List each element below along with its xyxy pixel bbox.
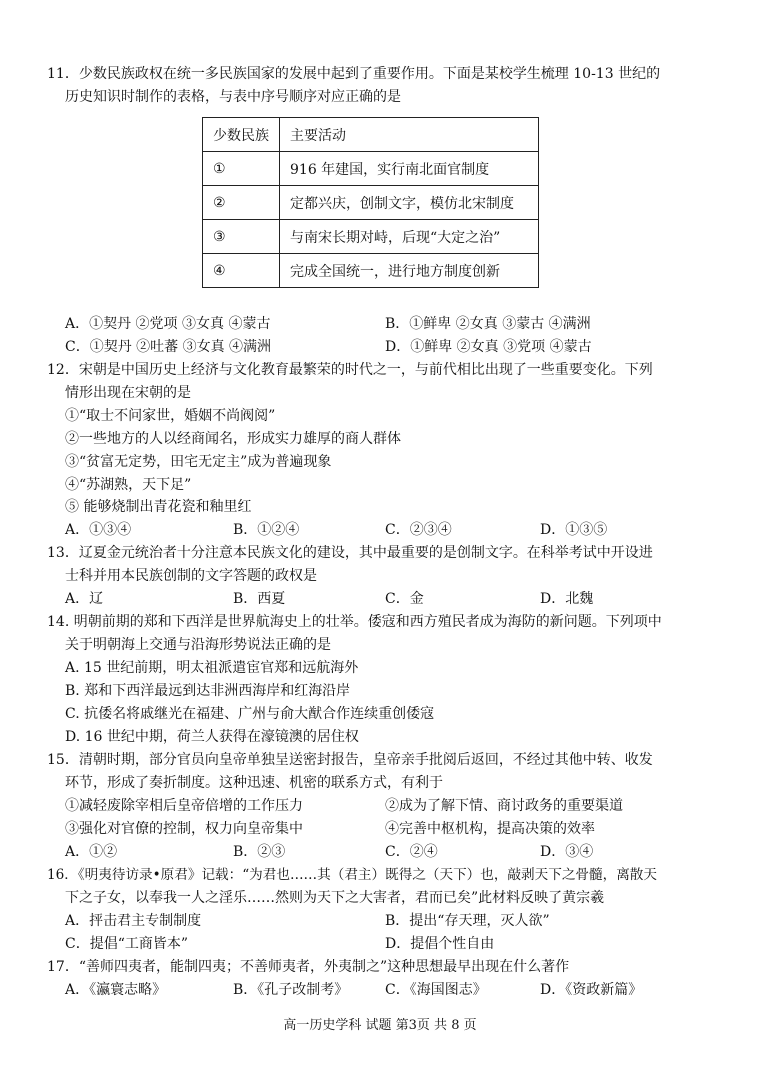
q13-stem-line1: 13．辽夏金元统治者十分注意本民族文化的建设，其中最重要的是创制文字。在科举考试中开设进 (47, 545, 653, 561)
q11-stem-line1: 11．少数民族政权在统一多民族国家的发展中起到了重要作用。下面是某校学生梳理 10-13 世纪的 (47, 66, 661, 82)
q14-stem-line2: 关于明朝海上交通与沿海形势说法正确的是 (65, 637, 331, 653)
q15-option-b: B．②③ (233, 844, 286, 860)
q13-stem-line2: 士科并用本民族创制的文字答题的政权是 (65, 568, 317, 584)
page-footer: 高一历史学科 试题 第3页 共 8 页 (283, 1018, 477, 1033)
q15-item-3: ③强化对官僚的控制，权力向皇帝集中 (65, 821, 303, 837)
q14-option-c: C. 抗倭名将戚继光在福建、广州与俞大猷合作连续重创倭寇 (65, 706, 435, 722)
table-cell: 定都兴庆，创制文字，模仿北宋制度 (280, 186, 539, 220)
q14-option-a: A. 15 世纪前期，明太祖派遣宦官郑和远航海外 (65, 660, 359, 676)
q16-option-b: B．提出“存天理，灭人欲” (385, 913, 550, 929)
q13-option-d: D．北魏 (540, 591, 594, 607)
q14-option-d: D. 16 世纪中期，荷兰人获得在濠镜澳的居住权 (65, 729, 359, 745)
q12-option-c: C．②③④ (385, 522, 452, 538)
q16-stem-line2: 下之子女，以奉我一人之淫乐……然则为天下之大害者，君而已矣”此材料反映了黄宗羲 (65, 890, 605, 906)
table-row (203, 254, 539, 288)
q11-option-b: B．①鲜卑 ②女真 ③蒙古 ④满洲 (385, 316, 591, 332)
table-header-cell: 少数民族 (203, 118, 280, 152)
q13-option-c: C．金 (385, 591, 424, 607)
q12-option-b: B．①②④ (233, 522, 300, 538)
q14-option-b: B. 郑和下西洋最远到达非洲西海岸和红海沿岸 (65, 683, 351, 699)
table-header-row (203, 118, 539, 152)
q11-option-d: D．①鲜卑 ②女真 ③党项 ④蒙古 (385, 339, 592, 355)
q17-option-c: C．《海国图志》 (385, 982, 487, 998)
q17-stem-line1: 17．“善师四夷者，能制四夷；不善师夷者，外夷制之”这种思想最早出现在什么著作 (47, 959, 570, 975)
q12-item-5: ⑤ 能够烧制出青花瓷和釉里红 (65, 499, 252, 515)
q15-stem-line1: 15．清朝时期，部分官员向皇帝单独呈送密封报告，皇帝亲手批阅后返回，不经过其他中转、收发 (47, 752, 653, 768)
q15-option-a: A．①② (65, 844, 118, 860)
q12-stem-line1: 12．宋朝是中国历史上经济与文化教育最繁荣的时代之一，与前代相比出现了一些重要变化。下列 (47, 362, 653, 378)
q15-stem-line2: 环节，形成了奏折制度。这种迅速、机密的联系方式，有利于 (65, 775, 443, 791)
q11-table (202, 117, 539, 288)
table-cell: ④ (203, 254, 280, 288)
q15-item-2: ②成为了解下情、商讨政务的重要渠道 (385, 798, 623, 814)
q16-option-d: D．提倡个性自由 (385, 936, 495, 952)
q16-option-a: A．抨击君主专制制度 (65, 913, 202, 929)
table-row (203, 152, 539, 186)
q12-option-a: A．①③④ (65, 522, 132, 538)
q15-option-c: C．②④ (385, 844, 438, 860)
q17-option-d: D．《资政新篇》 (540, 982, 643, 998)
table-cell: ③ (203, 220, 280, 254)
q15-option-d: D．③④ (540, 844, 594, 860)
q12-option-d: D．①③⑤ (540, 522, 608, 538)
q12-stem-line2: 情形出现在宋朝的是 (65, 385, 191, 401)
table-row (203, 186, 539, 220)
q11-stem-line2: 历史知识时制作的表格，与表中序号顺序对应正确的是 (65, 89, 401, 105)
q16-option-c: C．提倡“工商皆本” (65, 936, 189, 952)
table-cell: 916 年建国，实行南北面官制度 (280, 152, 539, 186)
table-cell: 与南宋长期对峙，后现“大定之治” (280, 220, 539, 254)
q15-item-1: ①减轻废除宰相后皇帝倍增的工作压力 (65, 798, 303, 814)
q12-item-2: ②一些地方的人以经商闻名，形成实力雄厚的商人群体 (65, 431, 401, 447)
q12-item-3: ③“贫富无定势，田宅无定主”成为普遍现象 (65, 454, 332, 470)
q17-option-a: A．《瀛寰志略》 (65, 982, 167, 998)
q14-stem-line1: 14. 明朝前期的郑和下西洋是世界航海史上的壮举。倭寇和西方殖民者成为海防的新问题。下列项中 (47, 614, 662, 630)
q11-option-c: C．①契丹 ②吐蕃 ③女真 ④满洲 (65, 339, 272, 355)
q13-option-b: B．西夏 (233, 591, 286, 607)
table-cell: 完成全国统一，进行地方制度创新 (280, 254, 539, 288)
q11-option-a: A．①契丹 ②党项 ③女真 ④蒙古 (65, 316, 271, 332)
table-cell: ② (203, 186, 280, 220)
q12-item-1: ①“取士不问家世，婚姻不尚阀阅” (65, 408, 276, 424)
table-row (203, 220, 539, 254)
q13-option-a: A．辽 (65, 591, 104, 607)
q15-item-4: ④完善中枢机构，提高决策的效率 (385, 821, 595, 837)
table-header-cell: 主要活动 (280, 118, 539, 152)
table-cell: ① (203, 152, 280, 186)
q17-option-b: B．《孔子改制考》 (233, 982, 349, 998)
q12-item-4: ④“苏湖熟，天下足” (65, 477, 192, 493)
q16-stem-line1: 16．《明夷待访录•原君》记载：“为君也……其（君主）既得之（天下）也，敲剥天下之骨髓，离散天 (47, 867, 657, 883)
